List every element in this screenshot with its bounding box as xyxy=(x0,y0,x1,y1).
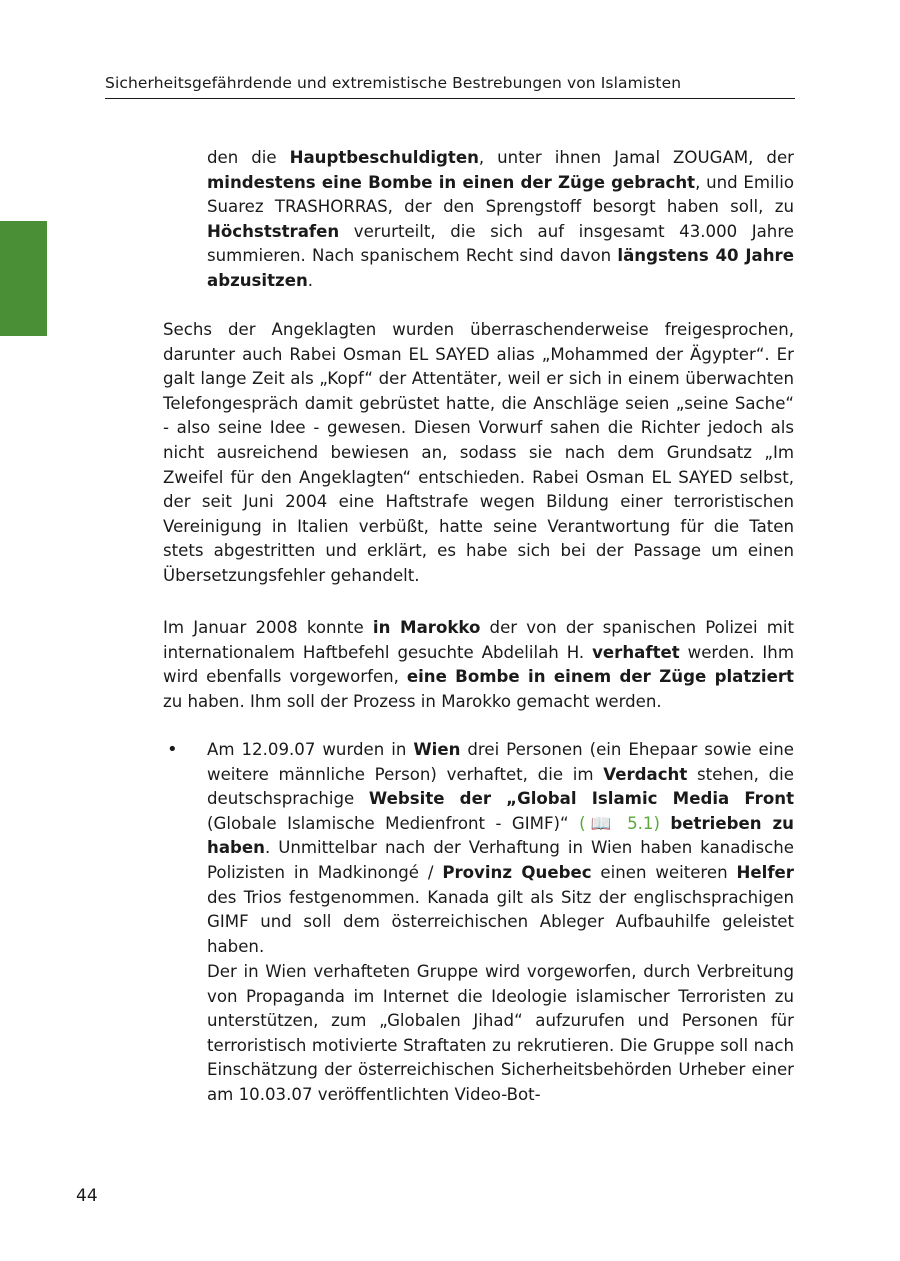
bullet-item-vienna: Am 12.09.07 wurden in Wien drei Personen (ein Ehepaar sowie eine weitere männliche Person) verhaftet, die im Verdacht stehen, die deutschsprachige Website der „Global Islamic Media Front (Globale Islamische Medienfront - GIMF)“ (📖 5.1) betrieben zu haben. Unmittelbar nach der Verhaftung in Wien haben kanadische Polizisten in Madkinongé / Provinz Quebec einen weiteren Helfer des Trios festgenommen. Kanada gilt als Sitz der englischsprachigen GIMF und soll dem österreichischen Ableger Aufbauhilfe geleistet haben. xyxy=(207,740,794,956)
bullet-marker: • xyxy=(167,739,178,760)
paragraph-morocco-arrest: Im Januar 2008 konnte in Marokko der von der spanischen Polizei mit internationalem Haftbefehl gesuchte Abdelilah H. verhaftet werden. Ihm wird ebenfalls vorgeworfen, eine Bombe in einem der Züge platziert zu haben. Ihm soll der Prozess in Marokko gemacht werden. xyxy=(163,618,794,711)
running-header: Sicherheitsgefährdende und extremistische Bestrebungen von Islamisten xyxy=(105,74,795,99)
paragraph-verdict: den die Hauptbeschuldigten, unter ihnen Jamal ZOUGAM, der mindestens eine Bombe in einen der Züge gebracht, und Emilio Suarez TRASHORRAS, der den Sprengstoff besorgt haben soll, zu Höchststrafen verurteilt, die sich auf insgesamt 43.000 Jahre summieren. Nach spanischem Recht sind davon längstens 40 Jahre abzusitzen. xyxy=(207,148,794,290)
paragraph-acquittals: Sechs der Angeklagten wurden überraschenderweise freigesprochen, darunter auch Rabei Osman EL SAYED alias „Mohammed der Ägypter“. Er galt lange Zeit als „Kopf“ der Attentäter, weil er sich in einem überwachten Telefongespräch damit gebrüstet hatte, die Anschläge seien „seine Sache“ - also seine Idee - gewesen. Diesen Vorwurf sahen die Richter jedoch als nicht ausreichend bewiesen an, sodass sie nach dem Grundsatz „Im Zweifel für den Angeklagten“ entschieden. Rabei Osman EL SAYED selbst, der seit Juni 2004 eine Haftstrafe wegen Bildung einer terroristischen Vereinigung in Italien verbüßt, hatte seine Verantwortung für die Taten stets abgestritten und erklärt, es habe sich bei der Passage um einen Übersetzungsfehler gehandelt. xyxy=(163,320,794,585)
bullet-continuation: Der in Wien verhafteten Gruppe wird vorgeworfen, durch Verbreitung von Propaganda im Internet die Ideologie islamischer Terroristen zu unterstützen, zum „Globalen Jihad“ aufzurufen und Personen für terroristisch motivierte Straftaten zu rekrutieren. Die Gruppe soll nach Einschätzung der österreichischen Sicherheitsbehörden Urheber einer am 10.03.07 veröffentlichten Video-Bot- xyxy=(207,962,794,1104)
cross-reference-link[interactable]: (📖 5.1) xyxy=(579,813,660,833)
chapter-tab-marker xyxy=(0,221,47,336)
page-number: 44 xyxy=(76,1186,98,1206)
